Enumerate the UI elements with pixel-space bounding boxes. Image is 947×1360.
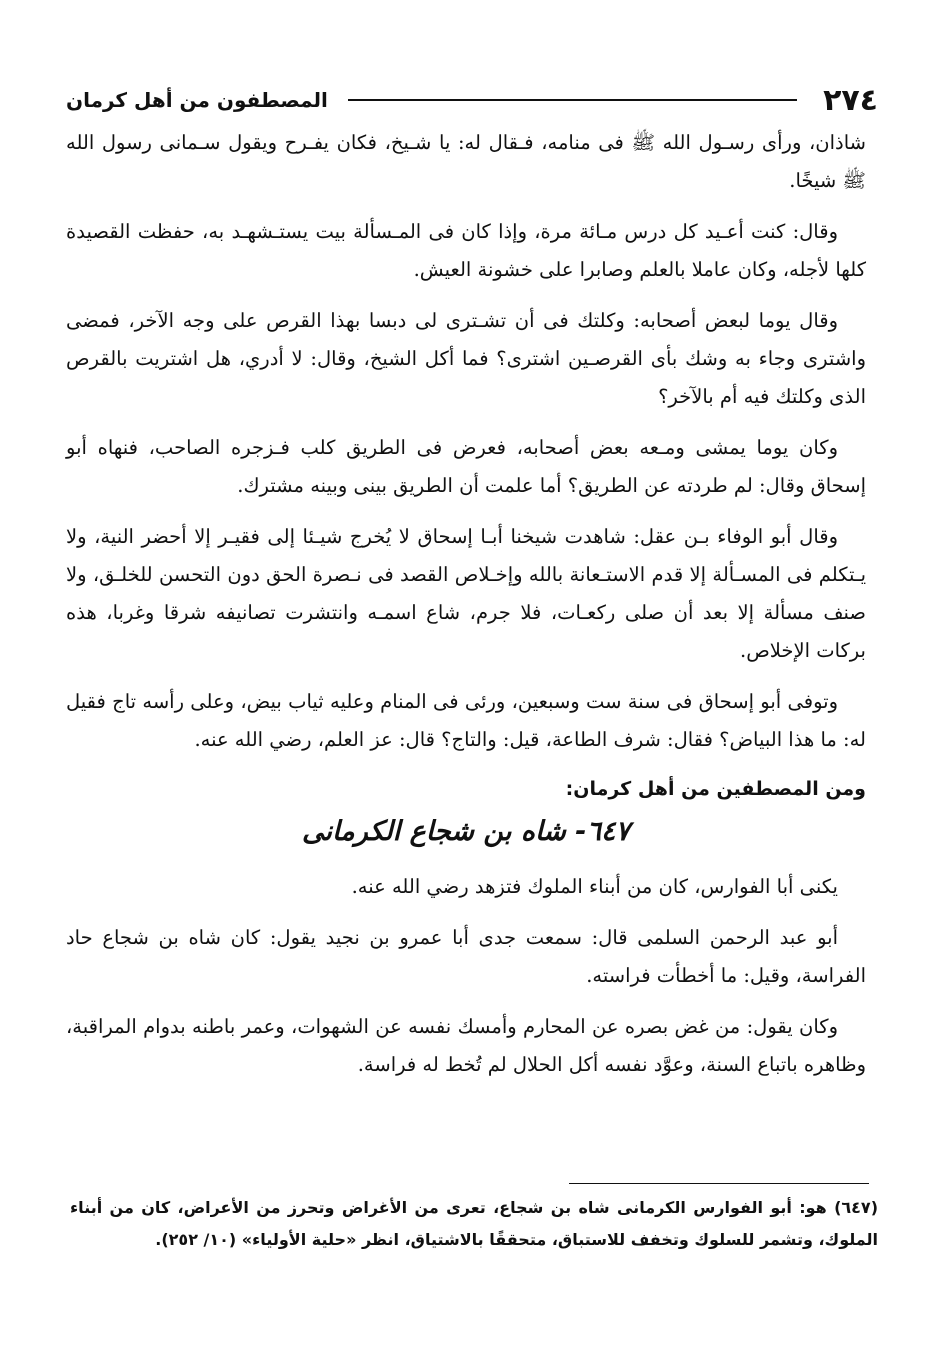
paragraph: وكان يوما يمشى ومـعه بعض أصحابه، فعرض فى الطريق كلب فـزجره الصاحب، فنهاه أبو إسحاق وقال: لم طردته عن الطريق؟ أما علمت أن الطريق بينى وبينه مشترك. xyxy=(66,436,866,497)
paragraph: وتوفى أبو إسحاق فى سنة ست وسبعين، ورئى فى المنام وعليه ثياب بيض، وعلى رأسه تاج فقيل له: ما هذا البياض؟ فقال: شرف الطاعة، قيل: والتاج؟ قال: عز العلم، رضي الله عنه. xyxy=(66,690,866,751)
header-rule xyxy=(348,99,797,101)
page-body xyxy=(66,124,866,1097)
paragraph: شاذان، ورأى رسـول الله ﷺ فى منامه، فـقال له: يا شـيخ، فكان يفـرح ويقول سـمانى رسول الله ﷺ شيخًا. xyxy=(66,131,866,192)
footnote: (٦٤٧) هو: أبو الفوارس الكرمانى شاه بن شجاع، تعرى من الأغراض وتحرز من الأعراض، كان من أبناء الملوك، وتشمر للسلوك وتخفف للاستباق، متحققًا بالاشتياق، انظر «حلية الأولياء» (١٠/ ٢٥٢). xyxy=(70,1198,878,1249)
entry-paragraph: يكنى أبا الفوارس، كان من أبناء الملوك فتزهد رضي الله عنه. xyxy=(351,875,838,898)
footnote-rule xyxy=(569,1183,869,1184)
entry-title: ٦٤٧- شاه بن شجاع الكرمانى xyxy=(301,816,631,847)
entry-paragraph: وكان يقول: من غض بصره عن المحارم وأمسك نفسه عن الشهوات، وعمر باطنه بدوام المراقبة، وظاهره باتباع السنة، وعوَّد نفسه أكل الحلال لم تُخط له فراسة. xyxy=(66,1015,866,1076)
paragraph: وقال أبو الوفاء بـن عقل: شاهدت شيخنا أبـا إسحاق لا يُخرج شيـئا إلى فقيـر إلا أحضر النية، ولا يـتكلم فى المسـألة إلا قدم الاستـعانة بالله وإخـلاص القصد فى نـصرة الحق دون التحسن للخلـق، ولا صنف مسألة إلا بعد أن صلى ركعـات، فلا جرم، شاع اسمـه وانتشرت تصانيفه شرقا وغربا، هذه بركات الإخلاص. xyxy=(66,525,866,662)
page-header xyxy=(66,80,878,120)
entry-paragraph: أبو عبد الرحمن السلمى قال: سمعت جدى أبا عمرو بن نجيد يقول: كان شاه بن شجاع حاد الفراسة، وقيل: ما أخطأت فراسته. xyxy=(66,926,866,987)
page-number: ٢٧٤ xyxy=(823,82,878,118)
running-title: المصطفون من أهل كرمان xyxy=(66,88,328,112)
section-heading: ومن المصطفين من أهل كرمان: xyxy=(565,778,866,800)
paragraph: وقال يوما لبعض أصحابه: وكلتك فى أن تشـترى لى دبسا بهذا القرص على وجه الآخر، فمضى واشترى وجاء به وشك بأى القرصـين اشترى؟ فما أكل الشيخ، وقال: لا أدري، هل اشتريت بالقرص الذى وكلتك فيه أم بالآخر؟ xyxy=(66,309,866,408)
paragraph: وقال: كنت أعـيد كل درس مـائة مرة، وإذا كان فى المـسألة بيت يستـشهـد به، حفظت القصيدة كلها لأجله، وكان عاملا بالعلم وصابرا على خشونة العيش. xyxy=(66,220,866,281)
